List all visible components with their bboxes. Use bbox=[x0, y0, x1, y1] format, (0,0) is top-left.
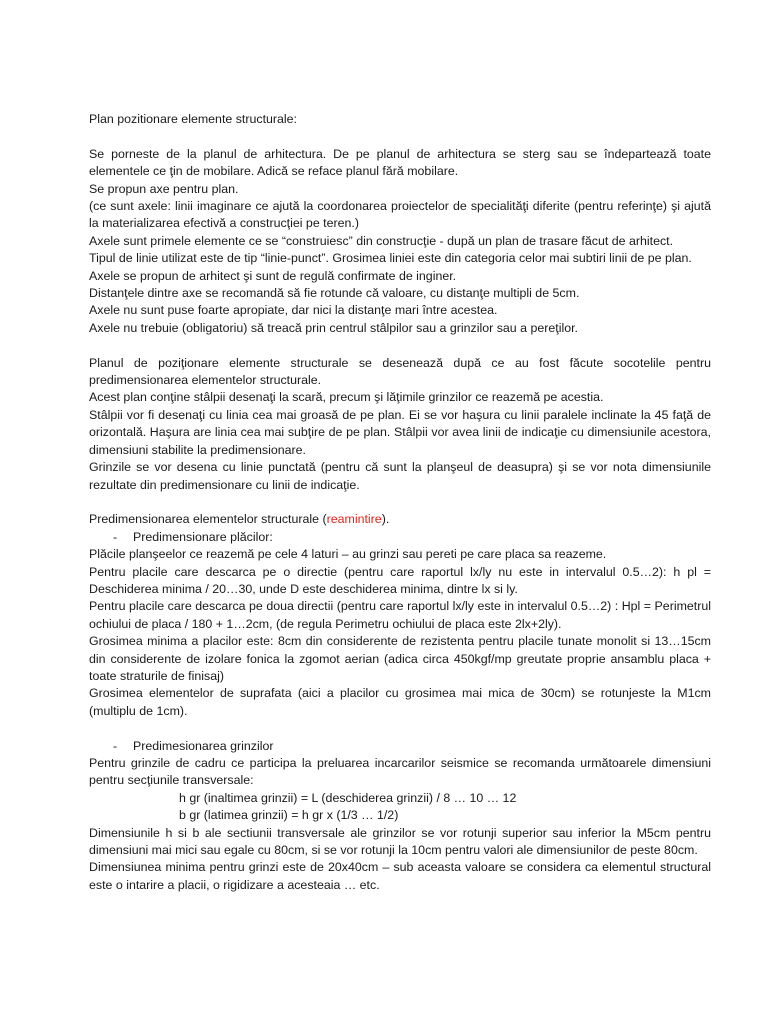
paragraph: Grosimea elementelor de suprafata (aici a placilor cu grosimea mai mica de 30cm) se rotunjeste la M1cm (multiplu de 1cm). bbox=[89, 686, 711, 718]
section-title-end: ). bbox=[381, 512, 390, 527]
paragraph: Axele nu trebuie (obligatoriu) să treacă prin centrul stâlpilor sau a grinzilor sau a pereţilor. bbox=[89, 320, 578, 335]
paragraph: Tipul de linie utilizat este de tip “linie-punct”. Grosimea liniei este din categoria celor mai subtiri linii de pe plan. bbox=[89, 251, 692, 266]
paragraph: Pentru grinzile de cadru ce participa la preluarea incarcarilor seismice se recomanda următoarele dimensiuni pentru secţiunile transversale: bbox=[89, 755, 711, 788]
paragraph: Grinzile se vor desena cu linie punctată (pentru că sunt la planşeul de deasupra) şi se vor nota dimensiunile rezultate din predimensionare cu linii de indicaţie. bbox=[89, 460, 711, 492]
formula-width: b gr (latimea grinzii) = h gr x (1/3 … 1/2) bbox=[179, 808, 399, 823]
bullet-label: Predimesionarea grinzilor bbox=[133, 738, 274, 753]
paragraph: Planul de poziţionare elemente structurale se desenează după ce au fost făcute socotelile pentru predimensionarea elementelor structurale. bbox=[89, 355, 711, 388]
paragraph: Plăcile planşeelor ce reazemă pe cele 4 laturi – au grinzi sau pereti pe care placa sa reazeme. bbox=[89, 547, 607, 562]
formula-height: h gr (inaltimea grinzii) = L (deschiderea grinzii) / 8 … 10 … 12 bbox=[179, 790, 517, 805]
bullet-dash: - bbox=[113, 738, 118, 753]
paragraph: Dimensiunea minima pentru grinzi este de 20x40cm – sub aceasta valoare se considera ca elementul structural este o intarire a placii, o rigidizare a acesteaia … etc. bbox=[89, 860, 711, 892]
paragraph: Acest plan conţine stâlpii desenaţi la scară, precum şi lăţimile grinzilor ce reazemă pe acestia. bbox=[89, 390, 604, 405]
bullet-item bbox=[89, 529, 711, 546]
bullet-label: Predimensionare plăcilor: bbox=[133, 529, 273, 544]
paragraph: Axele nu sunt puse foarte apropiate, dar nici la distanţe mari între acestea. bbox=[89, 303, 498, 318]
section-title-text: Predimensionarea elementelor structurale ( bbox=[89, 512, 327, 527]
paragraph: Pentru placile care descarca pe o directie (pentru care raportul lx/ly nu este in intervalul 0.5…2): h pl = Deschiderea minima / 20…30, unde D este deschiderea minima, dintre lx si ly. bbox=[89, 564, 711, 596]
paragraph: Dimensiunile h si b ale sectiunii transversale ale grinzilor se vor rotunji superior sau inferior la M5cm pentru dimensiuni mai mici sau egale cu 80cm, si se vor rotunji la 10cm pentru valori ale dimensiunilor de peste 80cm. bbox=[89, 825, 711, 857]
paragraph: Stâlpii vor fi desenaţi cu linia cea mai groasă de pe plan. Ei se vor haşura cu linii paralele inclinate la 45 faţă de orizontală. Haşura are linia cea mai subţire de pe plan. Stâlpii vor avea linii de indicaţie cu dimensiunile acestora, dimensiuni stabilite la predimensionare. bbox=[89, 407, 711, 457]
paragraph: Se porneste de la planul de arhitectura. De pe planul de arhitectura se sterg sau se îndepartează toate elementele ce ţin de mobilare. Adică se reface planul fără mobilare. bbox=[89, 146, 711, 179]
bullet-item bbox=[89, 738, 711, 755]
section-title bbox=[89, 511, 711, 528]
reminder-highlight: reamintire bbox=[326, 512, 382, 527]
bullet-dash: - bbox=[113, 529, 118, 544]
document-heading: Plan pozitionare elemente structurale: bbox=[89, 112, 298, 126]
paragraph: Axele se propun de arhitect şi sunt de regulă confirmate de inginer. bbox=[89, 268, 457, 283]
paragraph: Axele sunt primele elemente ce se “construiesc” din construcţie - după un plan de trasare făcut de arhitect. bbox=[89, 233, 674, 248]
paragraph: Grosimea minima a placilor este: 8cm din considerente de rezistenta pentru placile tunate monolit si 13…15cm din considerente de izolare fonica la zgomot aerian (adica circa 450kgf/mp greutate proprie ansamblu placa + toate straturile de finisaj) bbox=[89, 634, 711, 683]
paragraph: Pentru placile care descarca pe doua directii (pentru care raportul lx/ly este in intervalul 0.5…2) : Hpl = Perimetrul ochiului de placa / 180 + 1…2cm, (de regula Perimetru ochiului de placa este 2lx+2ly). bbox=[89, 599, 711, 631]
paragraph: (ce sunt axele: linii imaginare ce ajută la coordonarea proiectelor de specialităţi diferite (pentru referinţe) şi ajută la materializarea efectivă a construcţiei pe teren.) bbox=[89, 199, 711, 231]
paragraph: Distanţele dintre axe se recomandă să fie rotunde că valoare, cu distanţe multipli de 5cm. bbox=[89, 286, 580, 301]
paragraph: Se propun axe pentru plan. bbox=[89, 181, 239, 196]
